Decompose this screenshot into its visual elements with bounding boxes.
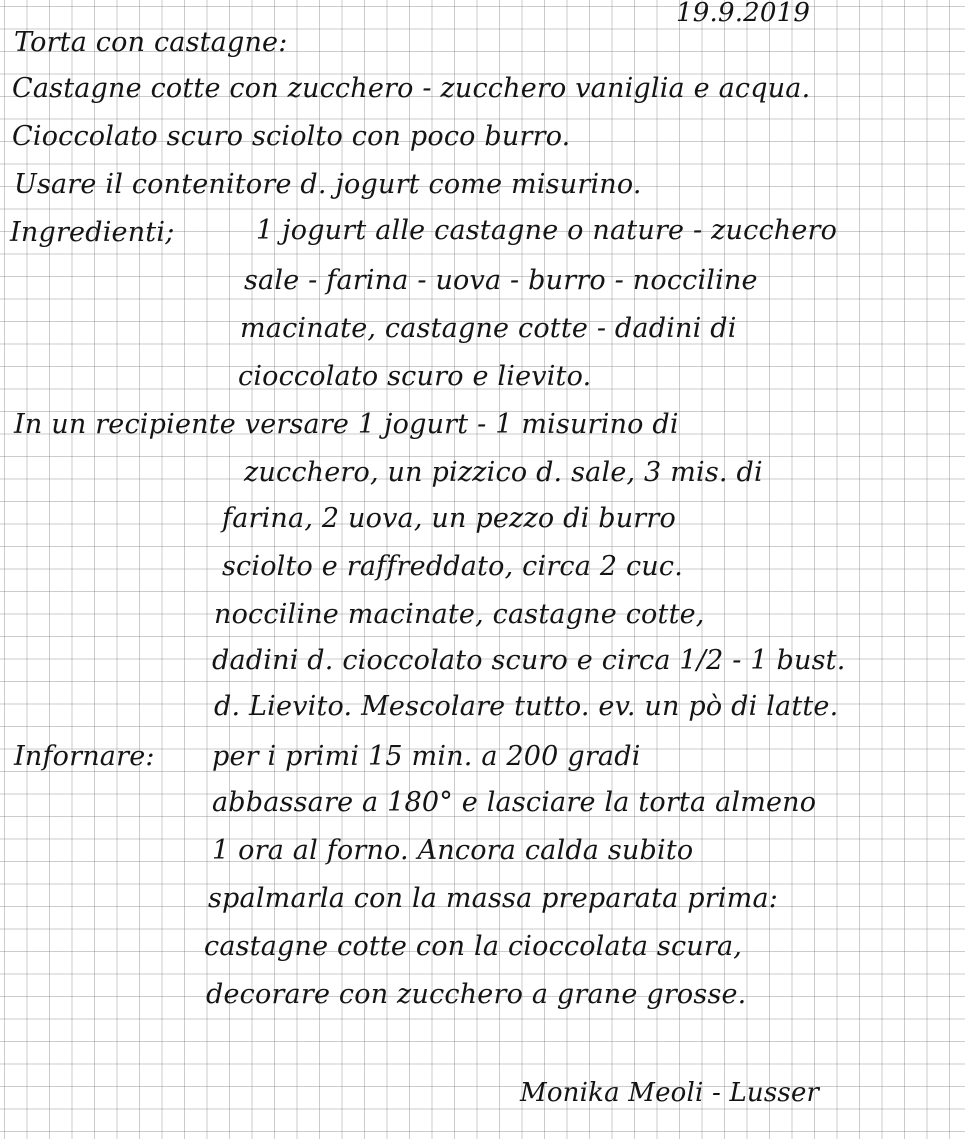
baking-line: castagne cotte con la cioccolata scura, — [204, 931, 743, 962]
method-line: zucchero, un pizzico d. sale, 3 mis. di — [244, 457, 763, 488]
intro-line: Castagne cotte con zucchero - zucchero vaniglia e acqua. — [12, 73, 811, 104]
signature: Monika Meoli - Lusser — [520, 1078, 820, 1108]
baking-label: Infornare: — [14, 741, 155, 772]
method-line: In un recipiente versare 1 jogurt - 1 misurino di — [14, 409, 679, 440]
recipe-title: Torta con castagne: — [14, 27, 288, 58]
method-line: dadini d. cioccolato scuro e circa 1/2 - 1 bust. — [212, 645, 846, 676]
intro-line: Usare il contenitore d. jogurt come misurino. — [14, 169, 642, 200]
baking-line: abbassare a 180° e lasciare la torta almeno — [212, 787, 817, 818]
ingredients-line: sale - farina - uova - burro - nocciline — [244, 265, 758, 296]
baking-line: decorare con zucchero a grane grosse. — [206, 979, 747, 1010]
ingredients-line: cioccolato scuro e lievito. — [238, 361, 592, 392]
method-line: sciolto e raffreddato, circa 2 cuc. — [222, 551, 684, 582]
date: 19.9.2019 — [676, 0, 811, 28]
baking-line: per i primi 15 min. a 200 gradi — [212, 741, 641, 772]
ingredients-line: 1 jogurt alle castagne o nature - zucchero — [256, 215, 838, 246]
baking-line: spalmarla con la massa preparata prima: — [208, 883, 779, 914]
method-line: farina, 2 uova, un pezzo di burro — [222, 503, 676, 534]
ingredients-label: Ingredienti; — [10, 217, 175, 248]
method-line: nocciline macinate, castagne cotte, — [214, 599, 705, 630]
method-line: d. Lievito. Mescolare tutto. ev. un pò di latte. — [214, 691, 839, 722]
ingredients-line: macinate, castagne cotte - dadini di — [240, 313, 737, 344]
baking-line: 1 ora al forno. Ancora calda subito — [212, 835, 694, 866]
intro-line: Cioccolato scuro sciolto con poco burro. — [12, 121, 571, 152]
